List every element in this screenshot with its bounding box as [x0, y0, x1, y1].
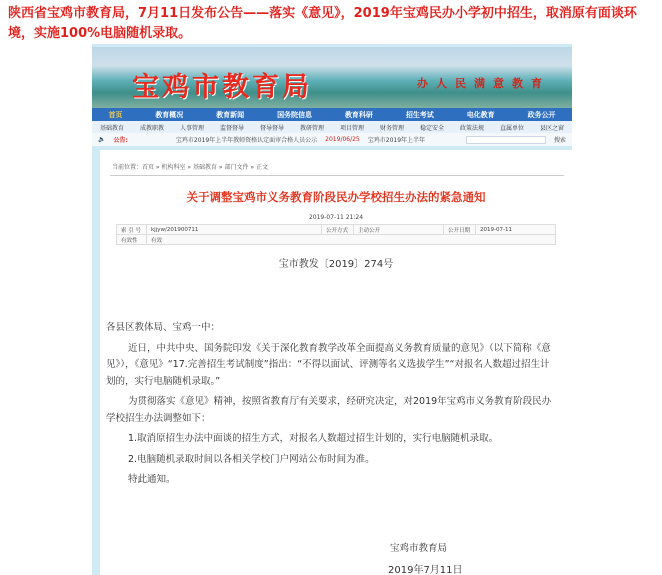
- paragraph: 近日，中共中央、国务院印发《关于深化教育教学改革全面提高义务教育质量的意见》（以下简称《意见》），《意见》“17.完善招生考试制度”指出：“不得以面试、评测等名义选拔学生”“对报名人数超过招生计划的，实行电脑随机录取。”: [106, 342, 551, 387]
- page-title: 关于调整宝鸡市义务教育阶段民办学校招生办法的紧急通知: [186, 190, 486, 204]
- document-number: 宝市教发〔2019〕274号: [278, 259, 394, 270]
- notice-bar: [92, 133, 572, 146]
- notice-link[interactable]: 宝鸡市2019年上半年教师资格认定面审合格人员公示: [175, 137, 318, 144]
- meta-value: kjjyw/201900711: [147, 225, 322, 235]
- subnav-item[interactable]: 成教职教: [139, 124, 164, 132]
- subnav-item[interactable]: 项目管理: [339, 124, 364, 132]
- site-logo: 宝鸡市教育局: [132, 72, 312, 103]
- speaker-icon: 🔈: [98, 136, 106, 143]
- nav-item[interactable]: 国务院信息: [277, 110, 313, 119]
- publish-time: 2019-07-11 21:24: [308, 214, 364, 221]
- nav-item[interactable]: 电化教育: [466, 110, 495, 119]
- meta-label: 索 引 号: [117, 225, 147, 235]
- meta-value: 2019-07-11: [476, 225, 556, 235]
- article-body: [106, 320, 556, 493]
- salutation: 各县区教体局、宝鸡一中：: [106, 322, 221, 333]
- breadcrumb: 当前位置：首页 » 机构科室 » 基础教育 » 部门文件 » 正文: [112, 164, 268, 171]
- meta-value: 主动公开: [354, 225, 444, 235]
- meta-table: [116, 224, 556, 245]
- search-button[interactable]: 搜索: [553, 137, 566, 144]
- search-input[interactable]: [466, 136, 546, 144]
- closing: 特此通知。: [128, 474, 176, 485]
- subnav-item[interactable]: 稳定安全: [419, 124, 444, 132]
- site-banner: [92, 47, 572, 108]
- list-item: 2.电脑随机录取时间以各相关学校门户网站公布时间为准。: [128, 453, 375, 465]
- meta-label: 公开方式: [322, 225, 354, 235]
- article-headline: 陕西省宝鸡市教育局，7月11日发布公告——落实《意见》，2019年宝鸡民办小学初中招生，取消原有面谈环境，实施100%电脑随机录取。: [8, 6, 637, 41]
- main-nav: [92, 108, 572, 121]
- article-content: [100, 150, 572, 575]
- meta-value: 有效: [147, 235, 556, 245]
- nav-item[interactable]: 首页: [108, 110, 123, 119]
- nav-item[interactable]: 教育概况: [155, 110, 184, 119]
- subnav-item[interactable]: 县区之窗: [539, 124, 564, 132]
- subnav-item[interactable]: 人事管理: [179, 124, 204, 132]
- paragraph: 为贯彻落实《意见》精神，按照省教育厅有关要求，经研究决定，对2019年宝鸡市义务教育阶段民办学校招生办法调整如下：: [106, 396, 552, 424]
- nav-item[interactable]: 政务公开: [527, 110, 556, 119]
- subnav-item[interactable]: 财务管理: [379, 124, 404, 132]
- subnav-item[interactable]: 教研管理: [299, 124, 324, 132]
- notice-label: 公告:: [113, 137, 128, 144]
- meta-label: 公开日期: [444, 225, 476, 235]
- site-slogan: 办人民满意教育: [417, 77, 550, 90]
- subnav-item[interactable]: 督导督导: [259, 124, 284, 132]
- notice-link[interactable]: 宝鸡市2019年上半年: [367, 137, 426, 144]
- signature-date: 2019年7月11日: [388, 565, 463, 575]
- divider: [110, 175, 564, 176]
- subnav-item[interactable]: 基础教育: [99, 124, 124, 132]
- subnav-item[interactable]: 直属单位: [499, 124, 524, 132]
- subnav-item[interactable]: 监督督导: [219, 124, 244, 132]
- subnav-item[interactable]: 政策法规: [459, 124, 484, 132]
- nav-item[interactable]: 招生考试: [405, 110, 434, 119]
- list-item: 1.取消原招生办法中面谈的招生方式，对报名人数超过招生计划的，实行电脑随机录取。: [128, 433, 499, 444]
- nav-item[interactable]: 教育科研: [344, 110, 373, 119]
- notice-date: 2019/06/25: [325, 136, 360, 143]
- meta-label: 有效性: [117, 235, 147, 245]
- screenshot-image: [92, 44, 572, 575]
- nav-item[interactable]: 教育新闻: [216, 110, 245, 119]
- signature: 宝鸡市教育局: [390, 543, 448, 554]
- sub-nav: [92, 121, 572, 133]
